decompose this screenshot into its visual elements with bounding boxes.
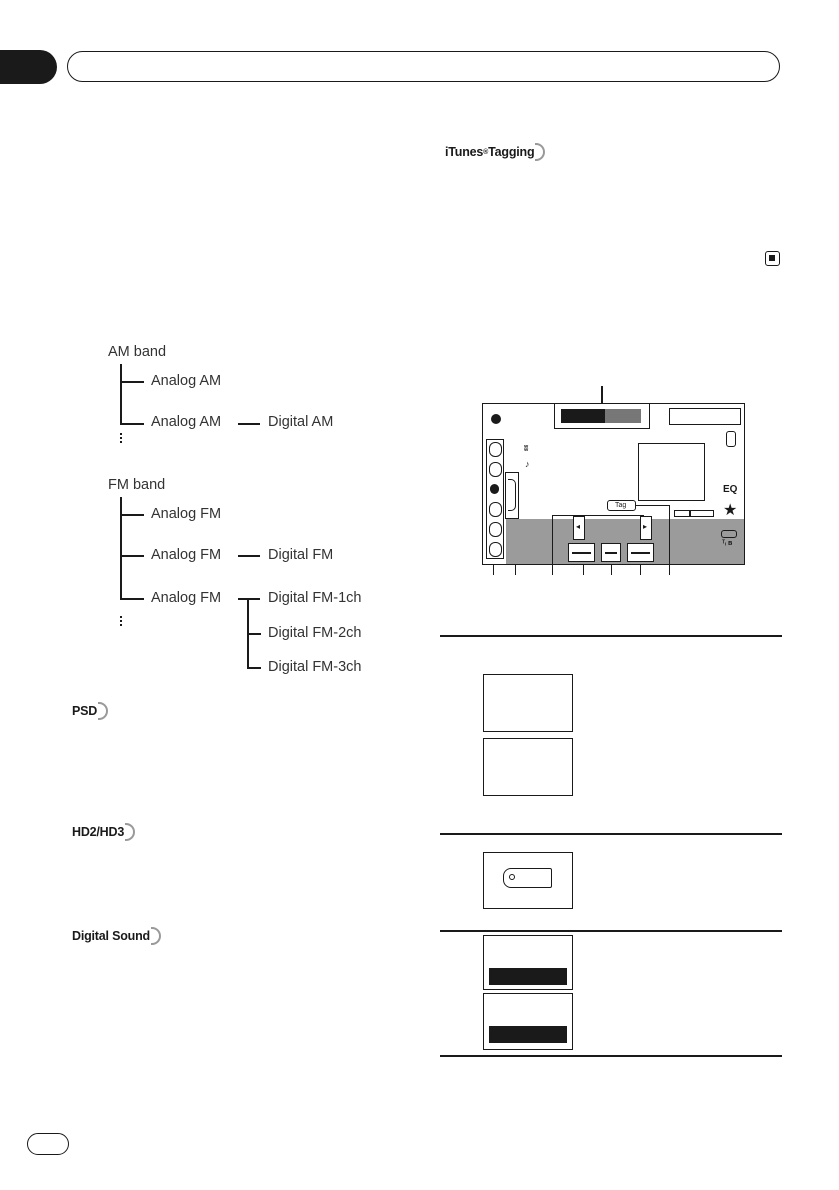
key-illustration-1 [483, 674, 573, 732]
preset-button-selected[interactable] [490, 484, 499, 494]
psd-heading: PSD [72, 702, 108, 720]
preset-button[interactable] [489, 502, 502, 517]
table-rule [440, 930, 782, 932]
fm-row-2-analog: Analog FM [151, 547, 222, 563]
radio-screen-diagram [482, 403, 745, 565]
fm-row-4-digital: Digital FM-2ch [268, 625, 362, 641]
am-continuation-dots [120, 433, 122, 445]
fm-row-2-digital: Digital FM [268, 547, 334, 563]
preset-button[interactable] [489, 442, 502, 457]
clock-box [669, 408, 741, 425]
am-row-1-analog: Analog AM [151, 373, 222, 389]
star-icon[interactable]: ★ [723, 502, 738, 519]
fm-tree-trunk [120, 497, 122, 599]
fm-row-3-digital: Digital FM-1ch [268, 590, 362, 606]
itunes-tagging-heading: iTunes ® Tagging [445, 143, 545, 161]
preset-list [486, 439, 504, 559]
am-row-2-analog: Analog AM [151, 414, 222, 430]
preset-button[interactable] [489, 462, 502, 477]
key-illustration-2 [483, 738, 573, 796]
hd-indicator [505, 472, 519, 519]
bottom-key-1[interactable] [568, 543, 595, 562]
antenna-icon: ʬ [524, 444, 529, 453]
hd2-hd3-heading: HD2/HD3 [72, 823, 135, 841]
am-row-2-digital: Digital AM [268, 414, 334, 430]
right-arrow-icon[interactable]: ▸ [640, 516, 652, 540]
fm-row-3-analog: Analog FM [151, 590, 222, 606]
key-illustration-4 [483, 993, 573, 1050]
page-number-badge [27, 1133, 69, 1155]
bottom-key-2[interactable] [601, 543, 621, 562]
fm-row-1-analog: Analog FM [151, 506, 222, 522]
digital-sound-heading: Digital Sound [72, 927, 161, 945]
chevron-down-icon[interactable] [491, 414, 501, 424]
am-band-heading: AM band [108, 344, 167, 360]
tag-key-illustration [483, 852, 573, 909]
band-indicator [554, 403, 650, 429]
table-rule [440, 833, 782, 835]
phone-icon[interactable] [726, 431, 736, 447]
preset-button[interactable] [489, 542, 502, 557]
tag-button[interactable]: Tag [607, 500, 636, 511]
left-arrow-icon[interactable]: ◂ [573, 516, 585, 540]
signal-icon: ᵀᵢ ʙ [722, 540, 733, 547]
bottom-key-3[interactable] [627, 543, 654, 562]
tag-icon [503, 868, 552, 888]
artwork-area [638, 443, 705, 501]
am-tree-trunk [120, 364, 122, 424]
table-rule [440, 1055, 782, 1057]
table-rule [440, 635, 782, 637]
fm-band-heading: FM band [108, 477, 166, 493]
eq-icon[interactable]: EQ [723, 484, 738, 495]
music-note-icon: ♪ [525, 459, 530, 469]
battery-icon [721, 530, 737, 538]
fm-continuation-dots [120, 616, 122, 628]
header-bar [67, 51, 780, 82]
info-band [506, 519, 744, 564]
preset-button[interactable] [489, 522, 502, 537]
end-of-section-mark [765, 251, 780, 266]
fm-row-5-digital: Digital FM-3ch [268, 659, 362, 675]
header-tab [0, 50, 57, 84]
key-illustration-3 [483, 935, 573, 990]
